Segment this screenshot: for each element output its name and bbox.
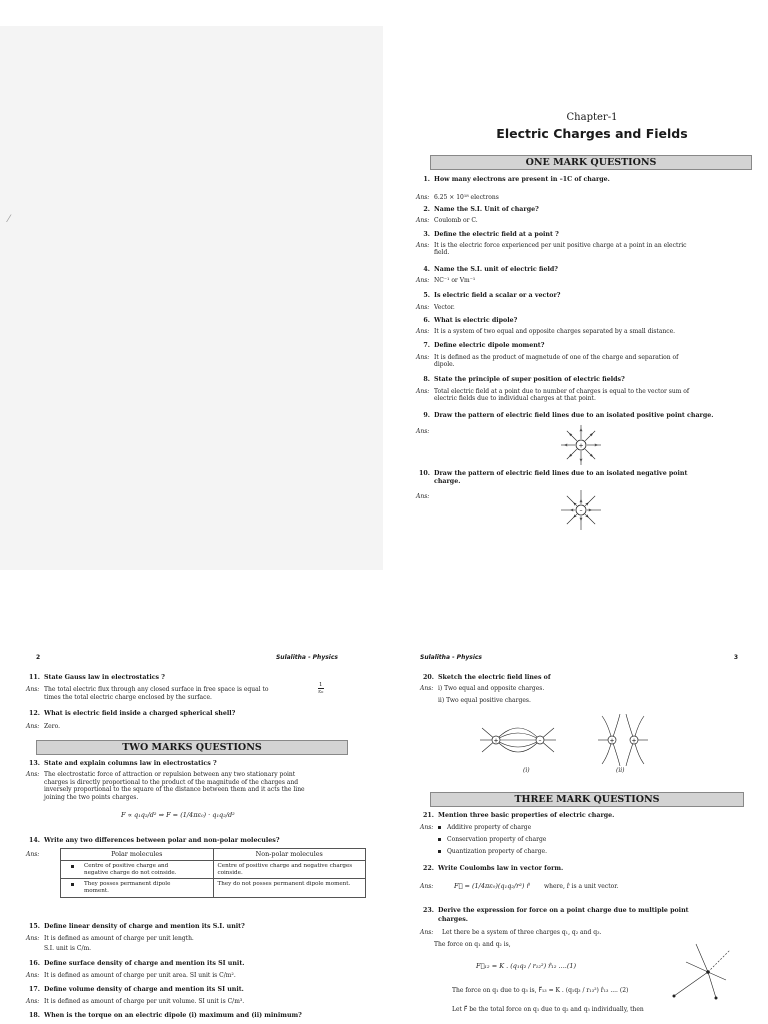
answer-text: Coulomb or C. (434, 217, 478, 224)
question-text: Derive the expression for force on a point charge due to multiple point (438, 907, 689, 914)
answer-text: It is a system of two equal and opposite charges separated by a small distance. (434, 328, 676, 335)
field-line (567, 449, 577, 459)
answer-text: The electrostatic force of attraction or repulsion between any two stationary point (44, 771, 296, 778)
answer-text: Let there be a system of three charges q₁, q₂ and q₃. (442, 929, 602, 936)
fraction-numerator: 1 (319, 682, 323, 688)
question-number: 6. (423, 317, 430, 324)
field-line (585, 514, 595, 524)
question-text: Write Coulombs law in vector form. (438, 865, 564, 872)
answer-text: ii) Two equal positive charges. (438, 697, 531, 704)
polar-nonpolar-table (60, 848, 366, 898)
field-line (585, 431, 595, 441)
answer-text: times the total electric charge enclosed by the surface. (44, 694, 212, 701)
question-number: 7. (423, 342, 430, 349)
field-line (567, 514, 577, 524)
question-text: What is electric field inside a charged spherical shell? (44, 710, 236, 717)
question-text: Draw the pattern of electric field lines due to an isolated negative point (434, 470, 688, 477)
fraction (318, 682, 324, 695)
answer-text: Vector. (434, 304, 455, 311)
list-item (438, 824, 531, 831)
answer-label: Ans: (420, 883, 434, 890)
list-item-text: Quantization property of charge. (447, 848, 548, 855)
question-text: State the principle of super position of electric fields? (434, 376, 625, 383)
question-text: Is electric field a scalar or a vector? (434, 292, 561, 299)
question-text: charge. (434, 478, 461, 485)
question-text: Draw the pattern of electric field lines due to an isolated positive point charge. (434, 412, 714, 419)
question-text: Define volume density of charge and mention its SI unit. (44, 986, 244, 993)
question-text: charges. (438, 916, 468, 923)
question-number: 5. (423, 292, 430, 299)
answer-label: Ans: (26, 771, 40, 778)
page-2 (26, 640, 353, 1024)
table-row (61, 879, 366, 898)
question-text: Define linear density of charge and mention its S.I. unit? (44, 923, 245, 930)
svg-text:+: + (493, 737, 499, 745)
dipole-field-svg (478, 714, 558, 766)
chapter-title: Electric Charges and Fields (496, 126, 688, 141)
force-equation-1: F⃗₁₂ = K . (q₁q₂ / r₁₂²) r̂₁₂ ....(1) (476, 962, 577, 970)
answer-label: Ans: (416, 354, 430, 361)
answer-label: Ans: (416, 304, 430, 311)
svg-text:–: – (538, 737, 542, 744)
question-text: State and explain columns law in electrostatics ? (44, 760, 217, 767)
answer-label: Ans: (26, 972, 40, 979)
question-number: 18. (29, 1012, 40, 1019)
table-header-row (61, 849, 366, 861)
negative-charge-field-svg (559, 488, 603, 532)
table-cell (61, 879, 214, 898)
stray-mark: ⁄ (8, 214, 10, 225)
question-text: Name the S.I. unit of electric field? (434, 266, 558, 273)
fraction-denominator: ε₀ (318, 689, 324, 695)
answer-label: Ans: (26, 851, 40, 858)
bullet-icon (71, 865, 74, 868)
answer-text: S.I. unit is C/m. (44, 945, 92, 952)
question-text: Write any two differences between polar and non-polar molecules? (44, 837, 280, 844)
field-line (585, 449, 595, 459)
two-positive-field-figure (598, 714, 648, 766)
answer-label: Ans: (416, 242, 430, 249)
answer-label: Ans: (26, 998, 40, 1005)
question-text: When is the torque on an electric dipole (i) maximum and (ii) minimum? (44, 1012, 302, 1019)
question-text: What is electric dipole? (434, 317, 518, 324)
answer-text: It is defined as amount of charge per unit area. SI unit is C/m². (44, 972, 236, 979)
bullet-icon (438, 850, 441, 853)
answer-label: Ans: (420, 685, 434, 692)
force-line-4: Let F⃗ be the total force on q₁ due to q₂ and q₃ individually, then (452, 1006, 644, 1013)
question-text: Define the electric field at a point ? (434, 231, 559, 238)
answer-text: electric fields due to individual charges at that point. (434, 395, 596, 403)
answer-text: The force on q₁ and q₂ is, (434, 941, 511, 948)
field-line (585, 496, 595, 506)
page-number: 3 (733, 654, 738, 661)
table-cell-text: They posses permanent dipole moment. (84, 881, 171, 895)
question-number: 16. (29, 960, 40, 967)
question-number: 4. (423, 266, 430, 273)
question-text: Define electric dipole moment? (434, 342, 545, 349)
answer-text: charges is directly proportional to the product of the magnitude of the charges and (44, 778, 299, 786)
answer-text: 6.25 × 10¹⁸ electrons (434, 194, 499, 201)
answer-label: Ans: (416, 388, 430, 395)
answer-label: Ans: (416, 277, 430, 284)
bullet-icon (71, 883, 74, 886)
section-header-three-marks: THREE MARK QUESTIONS (430, 792, 744, 807)
blank-page (0, 26, 383, 570)
question-number: 10. (419, 470, 430, 477)
answer-label: Ans: (420, 929, 434, 936)
section-header-one-mark: ONE MARK QUESTIONS (430, 155, 752, 170)
question-number: 8. (423, 376, 430, 383)
answer-label: Ans: (416, 428, 430, 435)
answer-label: Ans: (416, 328, 430, 335)
answer-label: Ans: (420, 824, 434, 831)
answer-label: Ans: (26, 686, 40, 693)
question-number: 20. (423, 674, 434, 681)
table-cell: Centre of positive charge and negative charges coinside. (213, 860, 366, 879)
question-text: State Gauss law in electrostatics ? (44, 674, 165, 681)
answer-text: dipole. (434, 361, 455, 369)
dipole-field-figure (478, 714, 558, 766)
section-header-two-marks: TWO MARKS QUESTIONS (36, 740, 348, 755)
question-number: 12. (29, 710, 40, 717)
chapter-label: Chapter-1 (566, 112, 618, 123)
answer-text: Total electric field at a point due to number of charges is equal to the vector sum of (434, 388, 690, 395)
bullet-icon (438, 838, 441, 841)
answer-text: inversely proportional to the square of the distance between them and it acts the line (44, 786, 305, 793)
answer-text: i) Two equal and opposite charges. (438, 685, 545, 692)
answer-label: Ans: (416, 194, 430, 201)
svg-text:–: – (579, 507, 583, 514)
answer-text: The total electric flux through any closed surface in free space is equal to (44, 686, 269, 693)
page-1 (416, 26, 768, 570)
coulomb-vector-equation: F⃗ = (1/4πε₀)(q₁q₂/r²) r̂ (454, 882, 530, 890)
question-number: 15. (29, 923, 40, 930)
table-row (61, 860, 366, 879)
list-item-text: Conservation property of charge (447, 836, 547, 843)
question-number: 21. (423, 812, 434, 819)
answer-text: field. (434, 249, 450, 257)
answer-text: It is defined as the product of magnetude of one of the charge and separation of (434, 354, 679, 361)
svg-text:+: + (609, 737, 615, 745)
question-number: 17. (29, 986, 40, 993)
force-vector-diagram (668, 940, 740, 1002)
running-head: Sulalitha - Physics (420, 654, 483, 661)
page-number: 2 (36, 654, 41, 661)
figure-caption-ii: (ii) (616, 767, 625, 774)
force-vector-svg (668, 940, 740, 1002)
table-header: Non-polar molecules (213, 849, 366, 861)
question-text: How many electrons are present in –1C of charge. (434, 176, 610, 183)
table-cell-text: Centre of positive charge and negative charge do not coinside. (84, 862, 177, 876)
answer-label: Ans: (416, 217, 430, 224)
answer-text: It is the electric force experienced per unit positive charge at a point in an electric (434, 242, 687, 249)
positive-charge-field-svg (559, 423, 603, 467)
question-number: 14. (29, 837, 40, 844)
answer-text: joining the two points charges. (44, 793, 139, 801)
list-item (438, 836, 546, 843)
question-text: Mention three basic properties of electric charge. (438, 812, 615, 819)
answer-text: It is defined as amount of charge per unit volume. SI unit is C/m³. (44, 998, 245, 1005)
coulomb-law-equation: F ∝ q₁q₂/d² ⇒ F = (1/4πε₀) · q₁q₂/d² (121, 811, 235, 819)
table-cell (61, 860, 214, 879)
field-line (567, 496, 577, 506)
answer-label: Ans: (26, 723, 40, 730)
positive-charge-field-figure (559, 423, 603, 467)
question-number: 13. (29, 760, 40, 767)
svg-text:+: + (578, 442, 584, 450)
question-number: 9. (423, 412, 430, 419)
question-text: Define surface density of charge and mention its SI unit. (44, 960, 245, 967)
svg-text:+: + (631, 737, 637, 745)
table-cell: They do not posses permanent dipole moment. (213, 879, 366, 898)
answer-text: NC⁻¹ or Vm⁻¹ (434, 277, 476, 284)
list-item (438, 848, 547, 855)
field-line (567, 431, 577, 441)
question-number: 2. (423, 206, 430, 213)
question-text: Name the S.I. Unit of charge? (434, 206, 539, 213)
negative-charge-field-figure (559, 488, 603, 532)
figure-caption-i: (i) (523, 767, 530, 774)
force-line-3: The force on q₁ due to q₃ is, F⃗₁₃ = K . (q₁q₃ / r₁₃²) r̂₁₃ .... (2) (452, 987, 629, 994)
unit-vector-note: where, r̂ is a unit vector. (544, 883, 619, 890)
question-number: 11. (29, 674, 40, 681)
question-number: 23. (423, 907, 434, 914)
bullet-icon (438, 826, 441, 829)
answer-text: It is defined as amount of charge per unit length. (44, 935, 194, 942)
question-number: 22. (423, 865, 434, 872)
question-number: 3. (423, 231, 430, 238)
table-header: Polar molecules (61, 849, 214, 861)
running-head: Sulalitha - Physics (275, 654, 338, 661)
two-positive-field-svg (598, 714, 648, 766)
page-3 (420, 640, 742, 1024)
question-text: Sketch the electric field lines of (438, 674, 551, 681)
answer-label: Ans: (416, 493, 430, 500)
question-number: 1. (423, 176, 430, 183)
answer-label: Ans: (26, 935, 40, 942)
list-item-text: Additive property of charge (447, 824, 532, 831)
answer-text: Zero. (44, 723, 61, 730)
